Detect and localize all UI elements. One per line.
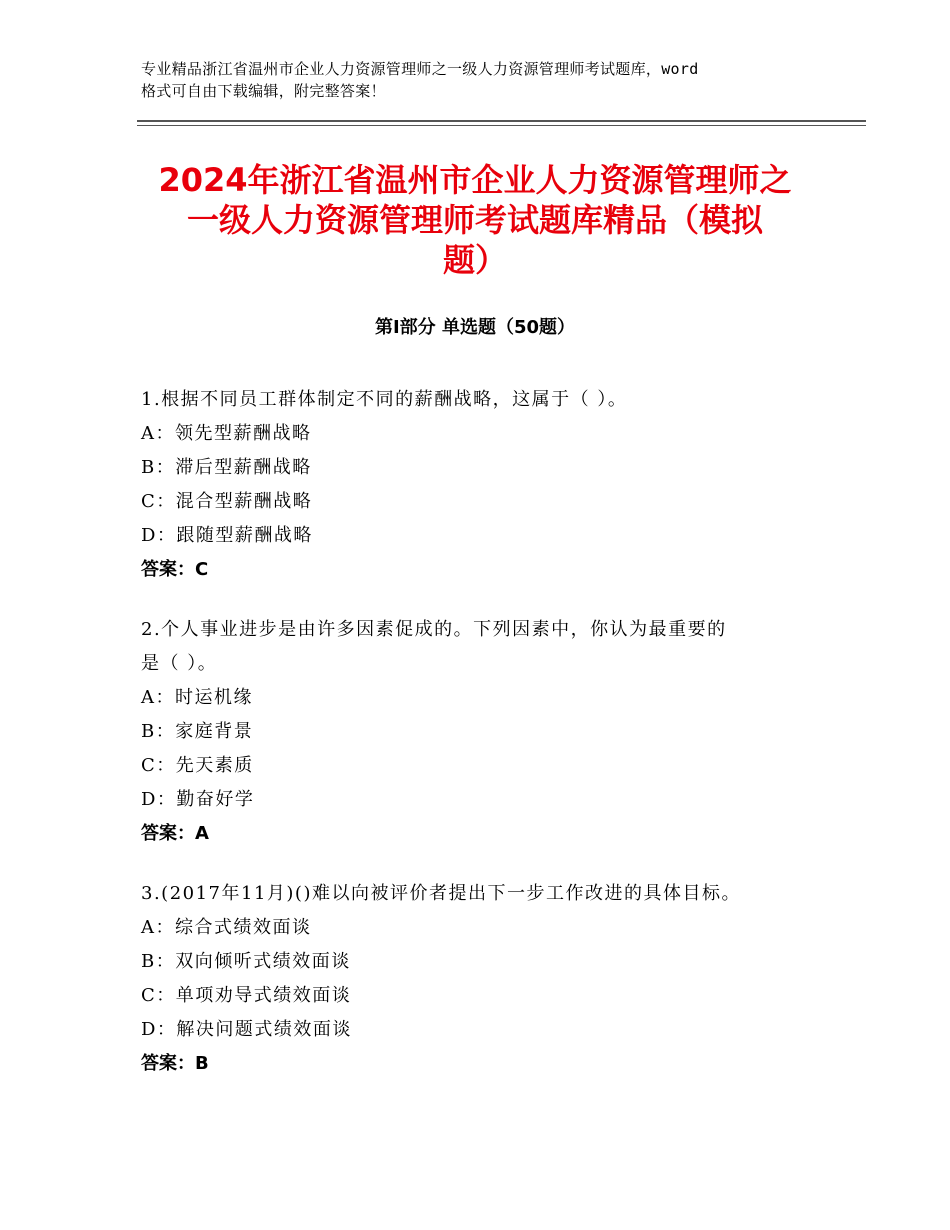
question-stem-continued: 是（ ）。 xyxy=(141,653,218,674)
option-c: C：混合型薪酬战略 xyxy=(141,491,313,512)
answer: 答案：A xyxy=(141,823,209,844)
option-d: D：跟随型薪酬战略 xyxy=(141,525,313,546)
question-3 xyxy=(141,877,811,1081)
document-title-line-3: 题） xyxy=(442,241,507,279)
question-2 xyxy=(141,613,811,851)
question-1 xyxy=(141,383,811,587)
header-note xyxy=(141,58,831,102)
header-note-line-1: 专业精品浙江省温州市企业人力资源管理师之一级人力资源管理师考试题库，word xyxy=(141,60,699,78)
section-title: 第Ⅰ部分 单选题（50题） xyxy=(374,317,575,338)
document-title xyxy=(140,160,810,280)
header-note-line-2: 格式可自由下载编辑，附完整答案！ xyxy=(141,82,386,100)
option-d: D：解决问题式绩效面谈 xyxy=(141,1019,352,1040)
option-d: D：勤奋好学 xyxy=(141,789,255,810)
option-a: A：综合式绩效面谈 xyxy=(141,917,312,938)
header-divider xyxy=(137,120,866,126)
document-title-line-1: 2024年浙江省温州市企业人力资源管理师之 xyxy=(158,161,792,199)
option-b: B：家庭背景 xyxy=(141,721,254,742)
option-c: C：单项劝导式绩效面谈 xyxy=(141,985,352,1006)
option-a: A：领先型薪酬战略 xyxy=(141,423,312,444)
answer: 答案：B xyxy=(141,1053,209,1074)
question-list xyxy=(141,383,811,1107)
question-stem: 1.根据不同员工群体制定不同的薪酬战略，这属于（ ）。 xyxy=(141,389,628,410)
option-a: A：时运机缘 xyxy=(141,687,253,708)
answer: 答案：C xyxy=(141,559,209,580)
option-b: B：双向倾听式绩效面谈 xyxy=(141,951,351,972)
document-title-line-2: 一级人力资源管理师考试题库精品（模拟 xyxy=(186,201,763,239)
question-stem: 2.个人事业进步是由许多因素促成的。下列因素中，你认为最重要的 xyxy=(141,619,727,640)
question-stem: 3.(2017年11月)()难以向被评价者提出下一步工作改进的具体目标。 xyxy=(141,883,741,904)
option-b: B：滞后型薪酬战略 xyxy=(141,457,312,478)
option-c: C：先天素质 xyxy=(141,755,254,776)
